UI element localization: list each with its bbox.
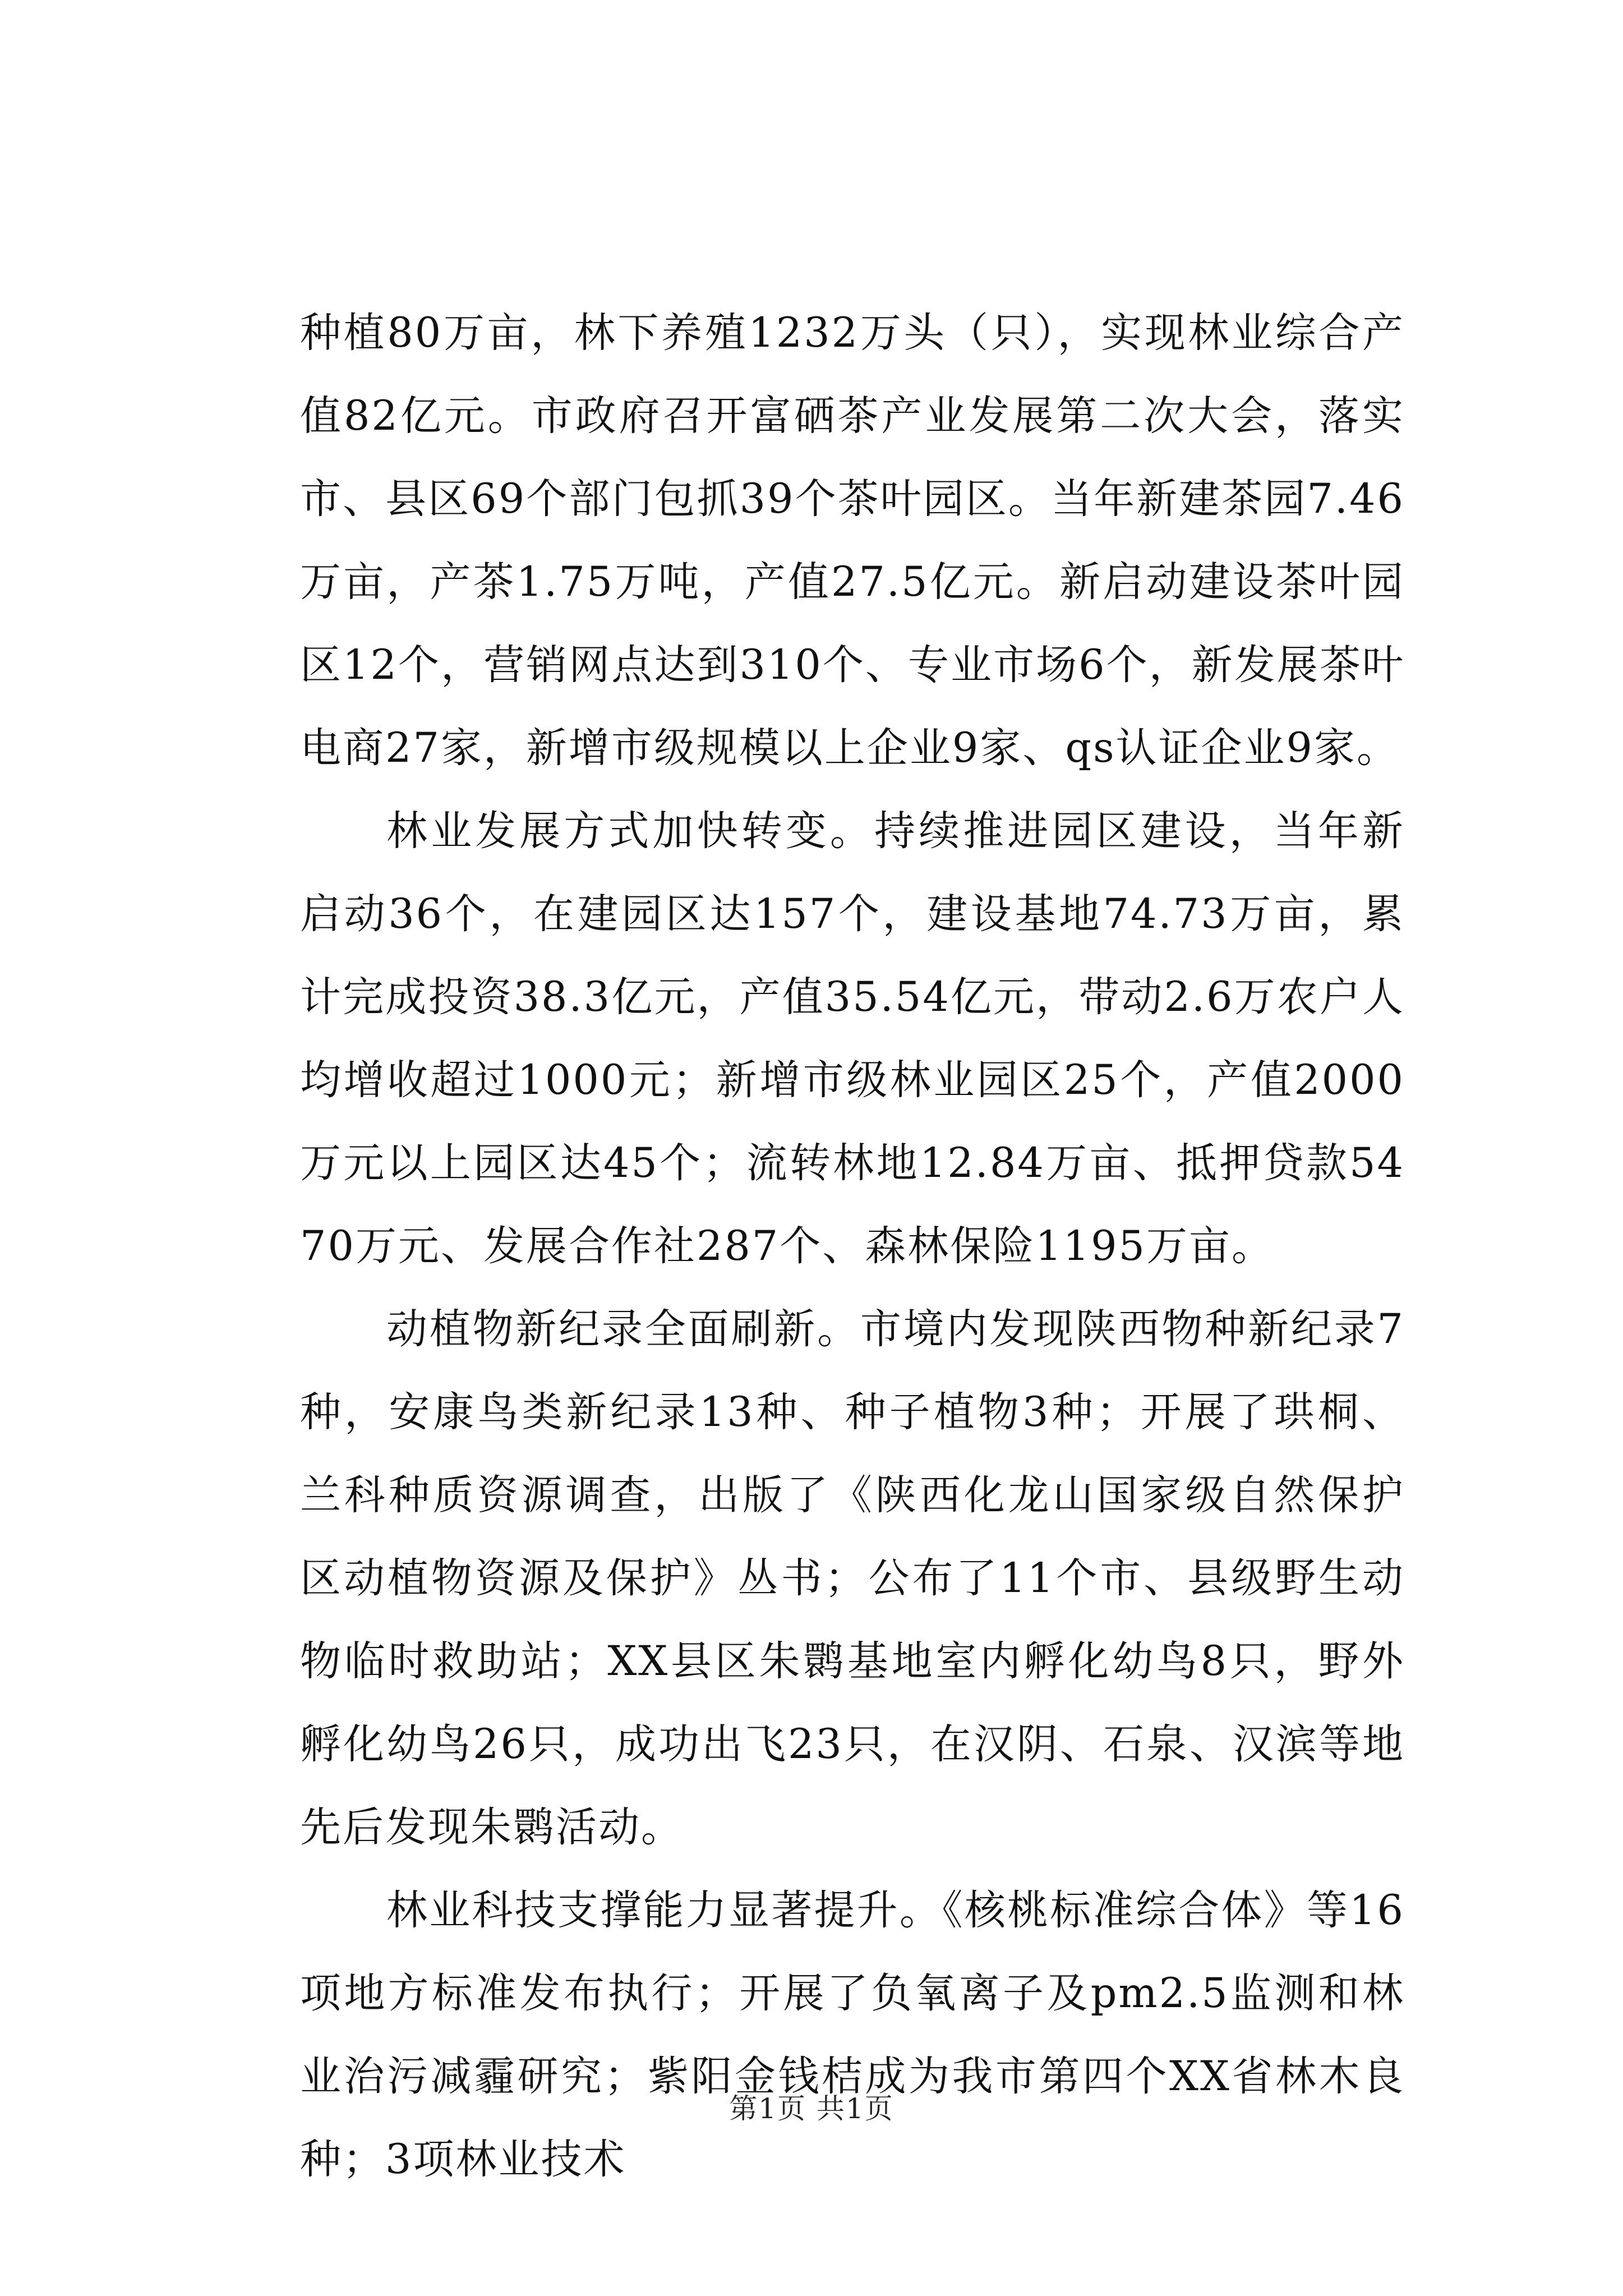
paragraph-forestry-development: 林业发展方式加快转变。持续推进园区建设，当年新启动36个，在建园区达157个，建设基地74.73万亩，累计完成投资38.3亿元，产值35.54亿元，带动2.6万农户人均增收超过1000元；新增市级林业园区25个，产值2000万元以上园区达45个；流转林地12.84万亩、抵押贷款5470万元、发展合作社287个、森林保险1195万亩。 <box>300 807 1405 1270</box>
paragraph-forestry-technology: 林业科技支撑能力显著提升。《核桃标准综合体》等16项地方标准发布执行；开展了负氧离子及pm2.5监测和林业治污减霾研究；紫阳金钱桔成为我市第四个XX省林木良种；3项林业技术 <box>300 1887 1405 2183</box>
document-body <box>300 292 1405 2201</box>
page-footer: 第1页 共1页 <box>729 2092 894 2125</box>
paragraph-flora-fauna-records: 动植物新纪录全面刷新。市境内发现陕西物种新纪录7种，安康鸟类新纪录13种、种子植物3种；开展了珙桐、兰科种质资源调查，出版了《陕西化龙山国家级自然保护区动植物资源及保护》丛书；公布了11个市、县级野生动物临时救助站；XX县区朱鹮基地室内孵化幼鸟8只，野外孵化幼鸟26只，成功出飞23只，在汉阴、石泉、汉滨等地先后发现朱鹮活动。 <box>300 1305 1405 1851</box>
paragraph-continuation: 种植80万亩，林下养殖1232万头（只），实现林业综合产值82亿元。市政府召开富硒茶产业发展第二次大会，落实市、县区69个部门包抓39个茶叶园区。当年新建茶园7.46万亩，产茶1.75万吨，产值27.5亿元。新启动建设茶叶园区12个，营销网点达到310个、专业市场6个，新发展茶叶电商27家，新增市级规模以上企业9家、qs认证企业9家。 <box>300 309 1405 772</box>
